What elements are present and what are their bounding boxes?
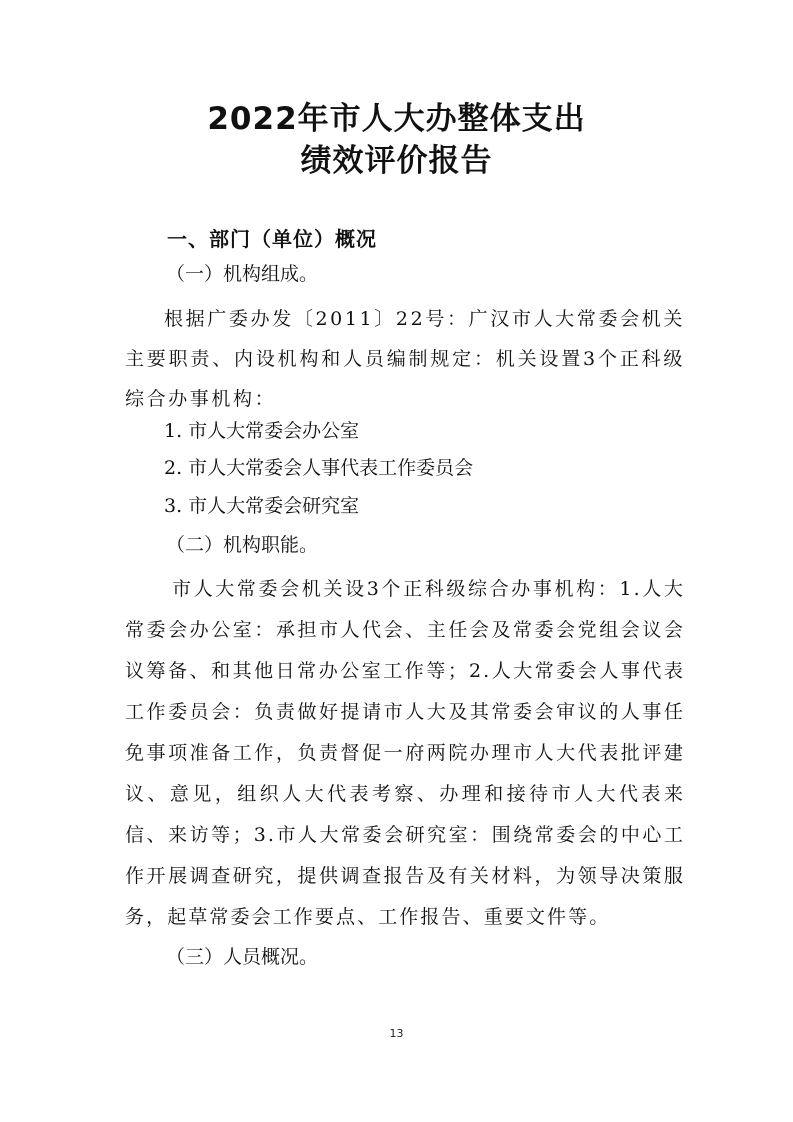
- organization-paragraph: 根据广委办发〔2011〕22号：广汉市人大常委会机关主要职责、内设机构和人员编制规定：机关设置3个正科级综合办事机构：: [125, 308, 685, 410]
- list-item-personnel-committee: 2. 市人大常委会人事代表工作委员会: [164, 457, 474, 479]
- subsection-heading-functions: （二）机构职能。: [166, 534, 319, 556]
- list-item-research-office: 3. 市人大常委会研究室: [164, 495, 360, 517]
- subsection-heading-personnel: （三）人员概况。: [166, 946, 319, 968]
- list-item-office: 1. 市人大常委会办公室: [164, 420, 360, 442]
- subsection-heading-organization: （一）机构组成。: [166, 263, 319, 285]
- page-number: 13: [389, 1027, 404, 1040]
- section-heading-department-overview: 一、部门（单位）概况: [167, 227, 377, 251]
- report-title-line-1: 2022年市人大办整体支出: [207, 101, 586, 137]
- report-title-line-2: 绩效评价报告: [300, 143, 493, 179]
- functions-paragraph: 市人大常委会机关设3个正科级综合办事机构：1.人大常委会办公室：承担市人代会、主任会及常委会党组会议会议筹备、和其他日常办公室工作等；2.人大常委会人事代表工作委员会：负责做好提请市人大及其常委会审议的人事任免事项准备工作，负责督促一府两院办理市人大代表批评建议、意见，组织人大代表考察、办理和接待市人大代表来信、来访等；3.市人大常委会研究室：围绕常委会的中心工作开展调查研究，提供调查报告及有关材料，为领导决策服务，起草常委会工作要点、工作报告、重要文件等。: [125, 578, 685, 928]
